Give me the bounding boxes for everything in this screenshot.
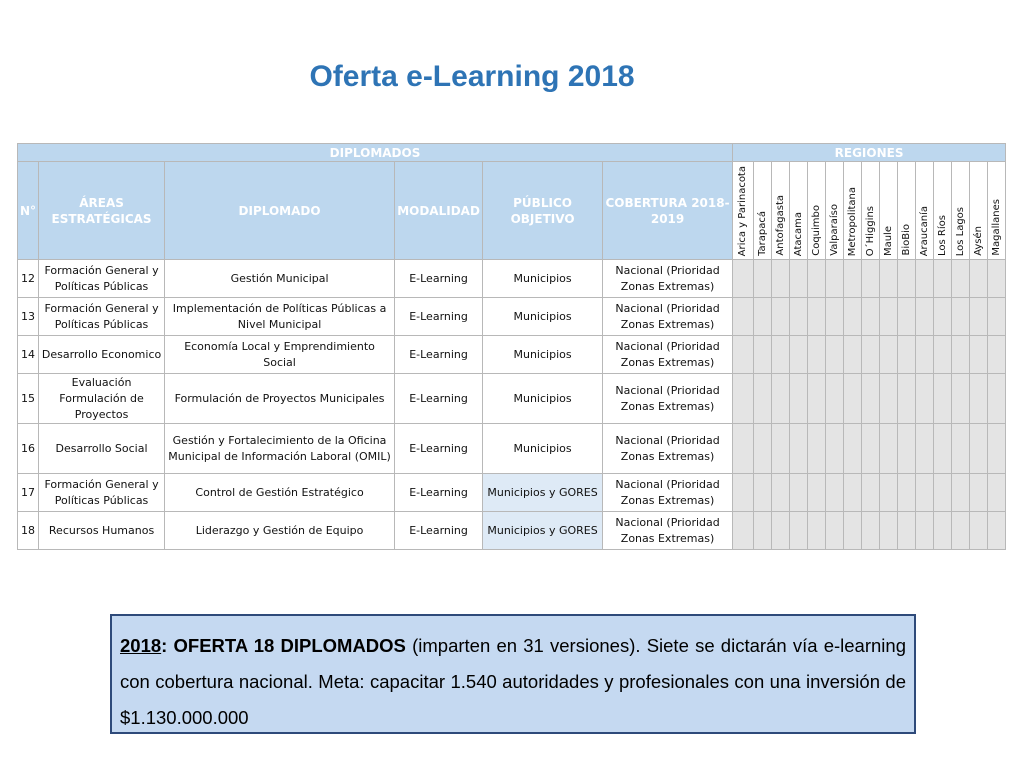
region-header	[934, 162, 952, 260]
row-cobertura: Nacional (Prioridad Zonas Extremas)	[603, 424, 733, 474]
row-diplomado: Gestión Municipal	[165, 260, 395, 298]
row-cobertura: Nacional (Prioridad Zonas Extremas)	[603, 512, 733, 550]
region-cell	[772, 424, 790, 474]
row-modalidad: E-Learning	[395, 336, 483, 374]
region-cell	[754, 424, 772, 474]
region-cell	[898, 424, 916, 474]
region-cell	[844, 424, 862, 474]
region-cell	[970, 424, 988, 474]
region-cell	[880, 260, 898, 298]
region-cell	[952, 298, 970, 336]
row-area: Recursos Humanos	[39, 512, 165, 550]
region-header	[952, 162, 970, 260]
table-body	[18, 260, 1006, 550]
region-cell	[733, 298, 754, 336]
region-cell	[988, 298, 1006, 336]
region-cell	[880, 374, 898, 424]
region-cell	[862, 374, 880, 424]
region-header	[754, 162, 772, 260]
note-year: 2018	[120, 635, 162, 656]
region-cell	[934, 260, 952, 298]
region-cell	[916, 512, 934, 550]
region-cell	[898, 374, 916, 424]
row-cobertura: Nacional (Prioridad Zonas Extremas)	[603, 374, 733, 424]
region-cell	[880, 424, 898, 474]
summary-note	[110, 614, 916, 734]
region-cell	[898, 298, 916, 336]
region-cell	[880, 474, 898, 512]
row-num: 17	[18, 474, 39, 512]
region-cell	[754, 298, 772, 336]
region-cell	[988, 512, 1006, 550]
header-publico: PÚBLICO OBJETIVO	[483, 162, 603, 260]
region-label: Los Lagos	[954, 206, 966, 256]
row-num: 12	[18, 260, 39, 298]
region-cell	[733, 474, 754, 512]
row-diplomado: Economía Local y Emprendimiento Social	[165, 336, 395, 374]
region-cell	[754, 260, 772, 298]
region-cell	[844, 512, 862, 550]
region-cell	[826, 474, 844, 512]
row-modalidad: E-Learning	[395, 260, 483, 298]
region-label: Arica y Parinacota	[737, 165, 749, 256]
region-cell	[970, 474, 988, 512]
row-modalidad: E-Learning	[395, 298, 483, 336]
region-cell	[754, 512, 772, 550]
region-cell	[772, 474, 790, 512]
region-header	[988, 162, 1006, 260]
region-cell	[952, 512, 970, 550]
region-header	[733, 162, 754, 260]
region-cell	[733, 260, 754, 298]
region-cell	[988, 424, 1006, 474]
region-header	[862, 162, 880, 260]
row-area: Formación General y Políticas Públicas	[39, 298, 165, 336]
row-cobertura: Nacional (Prioridad Zonas Extremas)	[603, 260, 733, 298]
region-cell	[808, 298, 826, 336]
row-num: 16	[18, 424, 39, 474]
header-areas: ÁREAS ESTRATÉGICAS	[39, 162, 165, 260]
region-cell	[826, 374, 844, 424]
header-diplomado: DIPLOMADO	[165, 162, 395, 260]
region-cell	[988, 474, 1006, 512]
region-cell	[790, 374, 808, 424]
row-diplomado: Implementación de Políticas Públicas a Nivel Municipal	[165, 298, 395, 336]
region-header	[826, 162, 844, 260]
region-cell	[952, 424, 970, 474]
region-cell	[862, 424, 880, 474]
row-cobertura: Nacional (Prioridad Zonas Extremas)	[603, 298, 733, 336]
region-cell	[790, 424, 808, 474]
region-header	[880, 162, 898, 260]
region-cell	[862, 512, 880, 550]
region-cell	[970, 374, 988, 424]
region-cell	[862, 298, 880, 336]
region-cell	[952, 374, 970, 424]
group-header-regiones: REGIONES	[733, 144, 1006, 162]
region-header	[970, 162, 988, 260]
row-area: Evaluación Formulación de Proyectos	[39, 374, 165, 424]
region-label: O´Higgins	[864, 205, 876, 256]
region-cell	[988, 374, 1006, 424]
region-cell	[790, 336, 808, 374]
row-publico: Municipios	[483, 260, 603, 298]
region-cell	[952, 474, 970, 512]
note-colon: :	[161, 635, 168, 656]
region-cell	[970, 512, 988, 550]
region-cell	[880, 298, 898, 336]
region-cell	[790, 474, 808, 512]
region-cell	[934, 512, 952, 550]
region-label: Atacama	[792, 211, 804, 256]
region-cell	[916, 374, 934, 424]
row-num: 18	[18, 512, 39, 550]
region-cell	[934, 298, 952, 336]
row-num: 13	[18, 298, 39, 336]
region-cell	[934, 336, 952, 374]
region-cell	[733, 374, 754, 424]
page-title: Oferta e-Learning 2018	[309, 60, 635, 93]
region-cell	[988, 336, 1006, 374]
region-cell	[772, 374, 790, 424]
region-label: Tarapacá	[756, 211, 768, 256]
region-cell	[916, 474, 934, 512]
region-cell	[790, 260, 808, 298]
region-cell	[733, 336, 754, 374]
row-publico: Municipios y GORES	[483, 474, 603, 512]
region-cell	[826, 512, 844, 550]
region-cell	[844, 336, 862, 374]
region-cell	[772, 512, 790, 550]
header-cobertura: COBERTURA 2018-2019	[603, 162, 733, 260]
table-row	[18, 512, 1006, 550]
region-cell	[934, 474, 952, 512]
region-cell	[844, 298, 862, 336]
column-header-row	[18, 162, 1006, 260]
region-cell	[772, 336, 790, 374]
region-label: Valparaíso	[828, 204, 840, 256]
region-cell	[790, 298, 808, 336]
row-publico: Municipios y GORES	[483, 512, 603, 550]
region-cell	[898, 336, 916, 374]
region-cell	[862, 474, 880, 512]
region-cell	[952, 260, 970, 298]
region-header	[772, 162, 790, 260]
row-modalidad: E-Learning	[395, 512, 483, 550]
row-modalidad: E-Learning	[395, 474, 483, 512]
region-cell	[898, 474, 916, 512]
region-cell	[754, 336, 772, 374]
region-cell	[862, 260, 880, 298]
region-header	[844, 162, 862, 260]
region-label: Maule	[882, 225, 894, 256]
region-cell	[862, 336, 880, 374]
region-header	[790, 162, 808, 260]
region-cell	[808, 474, 826, 512]
row-publico: Municipios	[483, 336, 603, 374]
region-cell	[754, 474, 772, 512]
row-modalidad: E-Learning	[395, 374, 483, 424]
region-cell	[808, 336, 826, 374]
region-cell	[826, 260, 844, 298]
region-cell	[844, 474, 862, 512]
table-row	[18, 474, 1006, 512]
region-cell	[808, 512, 826, 550]
region-cell	[844, 374, 862, 424]
row-publico: Municipios	[483, 424, 603, 474]
diplomados-table	[17, 143, 1006, 550]
region-cell	[934, 374, 952, 424]
note-body: (imparten en 31 versiones). Siete se dictarán vía e-learning con cobertura nacional. Meta: capacitar 1.540 autoridades y profesionales con una inversión de $1.130.000.000	[120, 635, 906, 728]
region-cell	[733, 424, 754, 474]
region-header	[808, 162, 826, 260]
table-row	[18, 374, 1006, 424]
region-cell	[934, 424, 952, 474]
row-diplomado: Liderazgo y Gestión de Equipo	[165, 512, 395, 550]
region-cell	[790, 512, 808, 550]
region-label: BioBio	[900, 224, 912, 256]
row-cobertura: Nacional (Prioridad Zonas Extremas)	[603, 336, 733, 374]
row-area: Desarrollo Economico	[39, 336, 165, 374]
region-header	[916, 162, 934, 260]
header-num: N°	[18, 162, 39, 260]
region-cell	[826, 298, 844, 336]
row-num: 14	[18, 336, 39, 374]
region-cell	[916, 260, 934, 298]
group-header-diplomados: DIPLOMADOS	[18, 144, 733, 162]
region-label: Metropolitana	[846, 186, 858, 256]
note-headline: OFERTA 18 DIPLOMADOS	[167, 635, 406, 656]
region-label: Coquimbo	[810, 205, 822, 256]
region-cell	[898, 512, 916, 550]
table-row	[18, 298, 1006, 336]
region-cell	[754, 374, 772, 424]
region-cell	[916, 298, 934, 336]
row-diplomado: Formulación de Proyectos Municipales	[165, 374, 395, 424]
region-cell	[808, 260, 826, 298]
row-area: Desarrollo Social	[39, 424, 165, 474]
region-cell	[844, 260, 862, 298]
row-area: Formación General y Políticas Públicas	[39, 260, 165, 298]
region-cell	[808, 374, 826, 424]
row-publico: Municipios	[483, 298, 603, 336]
region-label: Magallanes	[990, 199, 1002, 256]
region-cell	[916, 336, 934, 374]
region-cell	[808, 424, 826, 474]
region-label: Aysén	[972, 226, 984, 256]
row-modalidad: E-Learning	[395, 424, 483, 474]
row-publico: Municipios	[483, 374, 603, 424]
region-cell	[880, 336, 898, 374]
region-cell	[970, 336, 988, 374]
row-area: Formación General y Políticas Públicas	[39, 474, 165, 512]
row-diplomado: Gestión y Fortalecimiento de la Oficina Municipal de Información Laboral (OMIL)	[165, 424, 395, 474]
region-cell	[916, 424, 934, 474]
row-cobertura: Nacional (Prioridad Zonas Extremas)	[603, 474, 733, 512]
region-cell	[772, 298, 790, 336]
row-num: 15	[18, 374, 39, 424]
table-row	[18, 260, 1006, 298]
table-row	[18, 424, 1006, 474]
region-cell	[772, 260, 790, 298]
table-row	[18, 336, 1006, 374]
region-cell	[988, 260, 1006, 298]
region-cell	[898, 260, 916, 298]
region-label: Antofagasta	[774, 195, 786, 256]
region-label: Los Ríos	[936, 215, 948, 256]
region-cell	[952, 336, 970, 374]
region-cell	[970, 260, 988, 298]
header-modalidad: MODALIDAD	[395, 162, 483, 260]
region-cell	[733, 512, 754, 550]
row-diplomado: Control de Gestión Estratégico	[165, 474, 395, 512]
region-header	[898, 162, 916, 260]
region-label: Araucanía	[918, 205, 930, 256]
region-cell	[826, 336, 844, 374]
region-cell	[826, 424, 844, 474]
region-cell	[970, 298, 988, 336]
region-cell	[880, 512, 898, 550]
